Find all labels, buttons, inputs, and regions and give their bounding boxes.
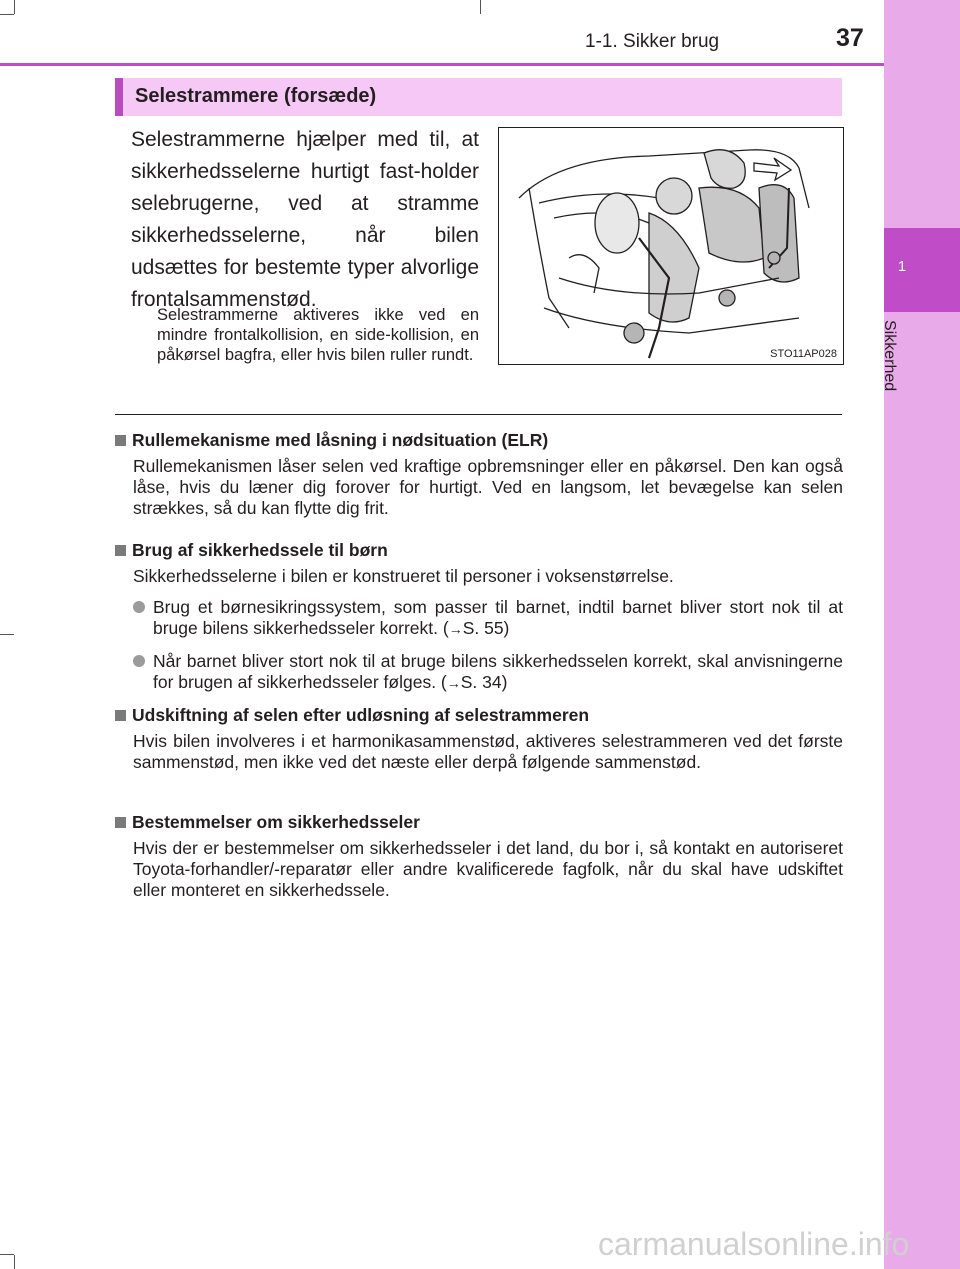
- square-bullet-icon: [115, 710, 126, 721]
- square-bullet-icon: [115, 817, 126, 828]
- item-heading-row: [115, 705, 843, 726]
- page-reference-link[interactable]: S. 34): [460, 672, 508, 692]
- item-replacement: [115, 705, 843, 773]
- header-section-title: 1-1. Sikker brug: [585, 31, 720, 52]
- square-bullet-icon: [115, 435, 126, 446]
- chapter-number: 1: [897, 258, 907, 275]
- crop-mark: [480, 0, 481, 14]
- intro-paragraph: Selestrammerne hjælper med til, at sikkerhedsselerne hurtigt fast-holder selebrugerne, ved at stramme sikkerhedsselerne, når bilen udsættes for bestemte typer alvorlige frontalsammenstød.: [131, 128, 479, 311]
- item-heading-row: [115, 540, 843, 561]
- crop-mark: [14, 1255, 15, 1269]
- item-heading: Bestemmelser om sikkerhedsseler: [132, 812, 420, 832]
- item-text: Sikkerhedsselerne i bilen er konstrueret til personer i voksenstørrelse.: [133, 566, 674, 586]
- item-text: Hvis bilen involveres i et harmonikasammenstød, aktiveres selestrammeren ved det første sammenstød, men ikke ved det næste eller derpå følgende sammenstød.: [133, 731, 843, 772]
- section-divider: [115, 414, 842, 415]
- bullet-text-wrapper: [133, 597, 843, 640]
- note-paragraph: Selestrammerne aktiveres ikke ved en mindre frontalkollision, en side-kollision, en påkørsel bagfra, eller hvis bilen ruller rundt.: [157, 306, 479, 364]
- car-interior-drawing: [499, 128, 843, 364]
- illustration-code: STO11AP028: [770, 348, 837, 360]
- page-reference-link[interactable]: S. 55): [462, 618, 510, 638]
- item-text: Rullemekanismen låser selen ved kraftige opbremsninger eller en påkørsel. Den kan også låse, hvis du læner dig forover for hurtigt. Ved en langsom, let bevægelse kan selen strækkes, så du kan flytte dig frit.: [133, 456, 843, 518]
- crop-mark: [14, 0, 15, 14]
- item-heading-row: [115, 812, 843, 833]
- item-child-seatbelt: [115, 540, 843, 587]
- bullet-text: Når barnet bliver stort nok til at bruge bilens sikkerhedsselen korrekt, skal anvisningerne for brugen af sikkerhedsseler følges. (: [153, 651, 843, 692]
- circle-bullet-icon: [133, 601, 145, 613]
- bullet-item: [133, 651, 843, 694]
- item-elr: [115, 430, 843, 519]
- item-heading: Udskiftning af selen efter udløsning af selestrammeren: [132, 705, 590, 725]
- chapter-side-tab: [884, 0, 960, 1269]
- item-heading: Brug af sikkerhedssele til børn: [132, 540, 388, 560]
- crop-mark: [0, 14, 14, 15]
- arrow-right-icon: →: [448, 621, 463, 637]
- bullet-text-wrapper: [133, 651, 843, 694]
- bullet-item: [133, 597, 843, 640]
- bullet-text: Brug et børnesikringssystem, som passer til barnet, indtil barnet bliver stort nok til at bruge bilens sikkerhedsseler korrekt. (: [153, 597, 843, 638]
- square-bullet-icon: [115, 545, 126, 556]
- crop-mark: [0, 1254, 14, 1255]
- section-heading-accent: [115, 78, 123, 116]
- item-heading-row: [115, 430, 843, 451]
- chapter-label-wrapper: [880, 320, 920, 420]
- page-number: 37: [836, 24, 864, 52]
- arrow-right-icon: →: [446, 675, 461, 691]
- watermark: carmanualsonline.info: [598, 1226, 910, 1262]
- chapter-label: Sikkerhed: [881, 320, 898, 392]
- circle-bullet-icon: [133, 655, 145, 667]
- seatbelt-pretensioner-illustration: [498, 127, 844, 365]
- section-heading-box: [115, 78, 842, 116]
- item-regulations: [115, 812, 843, 901]
- section-heading: Selestrammere (forsæde): [135, 85, 377, 107]
- crop-mark: [0, 634, 14, 635]
- item-heading: Rullemekanisme med låsning i nødsituation (ELR): [132, 430, 549, 450]
- header-rule: [0, 63, 884, 66]
- item-text: Hvis der er bestemmelser om sikkerhedsseler i det land, du bor i, så kontakt en autoriseret Toyota-forhandler/-reparatør eller andre kvalificerede fagfolk, når du skal have udskiftet eller monteret en sikkerhedssele.: [133, 838, 843, 900]
